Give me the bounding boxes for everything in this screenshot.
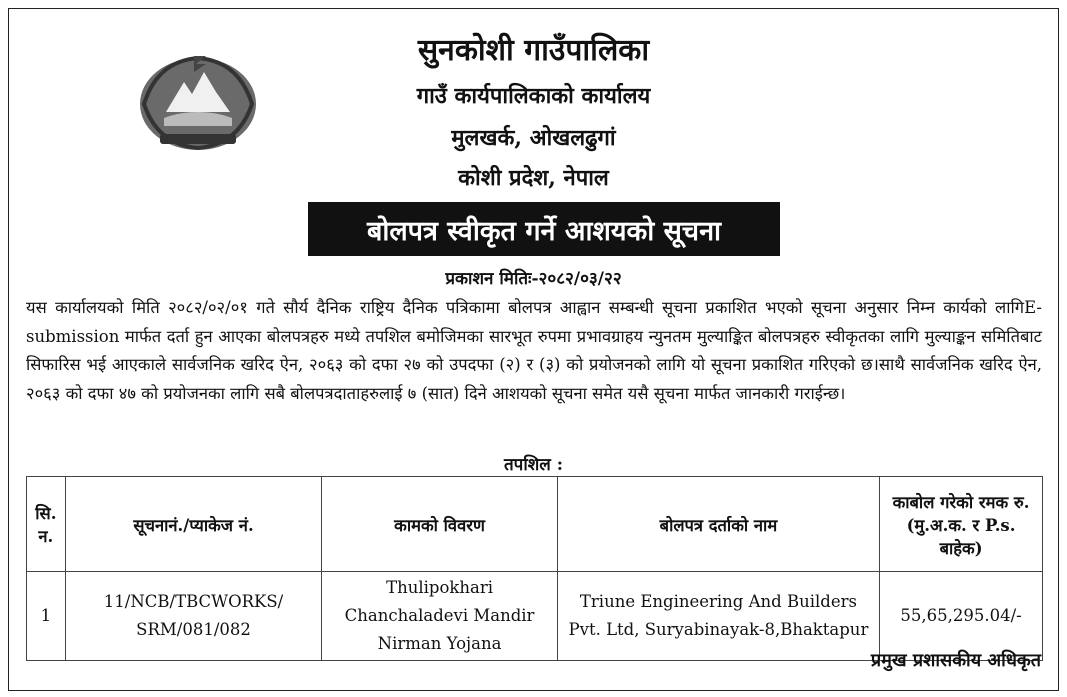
notice-body: यस कार्यालयको मिति २०८२/०२/०१ गते सौर्य दैनिक राष्ट्रिय दैनिक पत्रिकामा बोलपत्र आह्वान सम्बन्धी सूचना प्रकाशित भएको सूचना अनुसार निम्न कार्यको लागिE- submission मार्फत दर्ता हुन आएका बोलपत्रहरु मध्ये तपशिल बमोजिमका सारभूत रुपमा प्रभावग्राहय न्युनतम मुल्याङ्कित बोलपत्रहरु स्वीकृतका लागि मुल्याङ्कन समितिबाट सिफारिस भई आएकाले सार्वजनिक खरिद ऐन, २०६३ को दफा २७ को उपदफा (२) र (३) को प्रयोजनको लागि यो सूचना प्रकाशित गरिएको छ।साथै सार्वजनिक खरिद ऐन, २०६३ को दफा ४७ को प्रयोजनका लागि सबै बोलपत्रदाताहरुलाई ७ (सात) दिने आशयको सूचना समेत यसै सूचना मार्फत जानकारी गराईन्छ। <box>26 298 1042 403</box>
cell-serial: 1 <box>27 572 66 661</box>
province-name: कोशी प्रदेश, नेपाल <box>458 165 609 191</box>
header-work-description: कामको विवरण <box>322 477 557 572</box>
publication-date: प्रकाशन मितिः-२०८२/०३/२२ <box>445 269 622 289</box>
details-table <box>26 476 1043 661</box>
header-serial: सि. न. <box>27 477 66 572</box>
cell-bidder-name: Triune Engineering And Builders Pvt. Ltd, Suryabinayak-8,Bhaktapur <box>557 572 879 661</box>
signature: प्रमुख प्रशासकीय अधिकृत <box>870 650 1041 671</box>
header-package-no: सूचनानं./प्याकेज नं. <box>65 477 322 572</box>
table-caption: तपशिल : <box>503 455 564 475</box>
cell-work-description: Thulipokhari Chanchaladevi Mandir Nirman Yojana <box>322 572 557 661</box>
cell-amount: 55,65,295.04/- <box>880 572 1043 661</box>
office-name: गाउँ कार्यपालिकाको कार्यालय <box>416 83 651 109</box>
office-location: मुलखर्क, ओखलढुगां <box>451 125 616 151</box>
cell-package-no: 11/NCB/TBCWORKS/ SRM/081/082 <box>65 572 322 661</box>
header-amount: काबोल गरेको रमक रु.(मु.अ.क. र P.s. बाहेक) <box>880 477 1043 572</box>
notice-title: बोलपत्र स्वीकृत गर्ने आशयको सूचना <box>308 202 780 256</box>
table-header-row <box>27 477 1043 572</box>
municipality-name: सुनकोशी गाउँपालिका <box>417 33 650 68</box>
header-bidder-name: बोलपत्र दर्ताको नाम <box>557 477 879 572</box>
